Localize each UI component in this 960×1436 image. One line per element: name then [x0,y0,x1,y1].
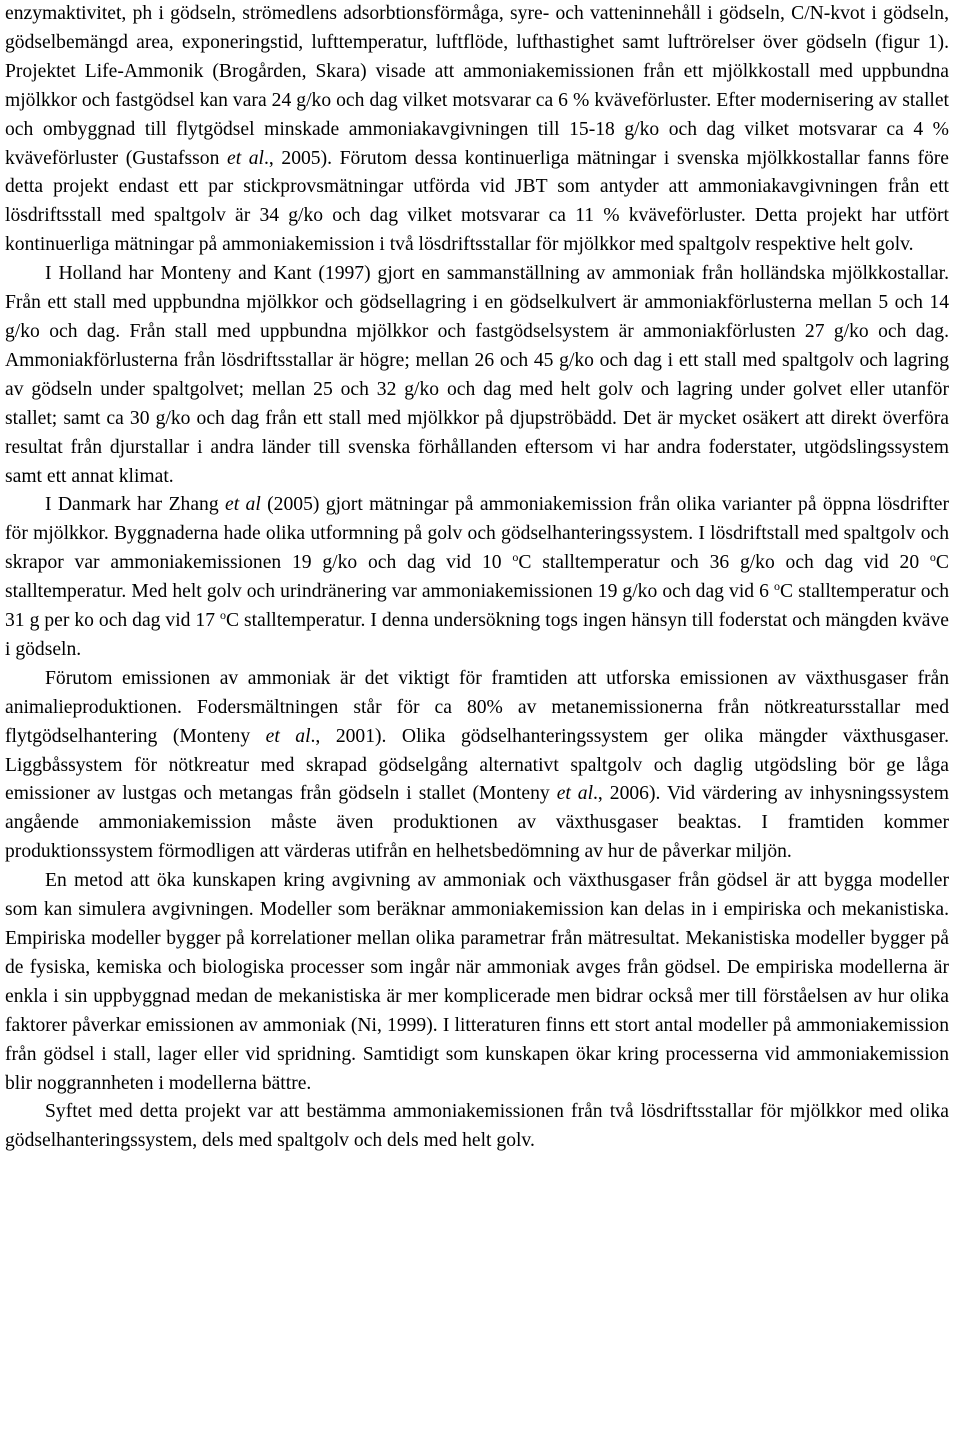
document-page [5,0,949,1156]
degree-superscript: o [512,550,519,565]
paragraph-text: enzymaktivitet, ph i gödseln, strömedlens adsorbtionsförmåga, syre- och vatteninnehåll i gödseln, C/N-kvot i gödseln, gödselbemängd area, exponeringstid, lufttemperatur, luftflöde, lufthastighet samt luftrörelser över gödseln (figur 1). Projektet Life-Ammonik (Brogården, Skara) visade att ammoniakemissionen från ett mjölkkostall med uppbundna mjölkkor och fastgödsel kan vara 24 g/ko och dag vilket motsvarar ca 6 % kväveförluster. Efter modernisering av stallet och ombyggnad till flytgödsel minskade ammoniakavgivningen till 15-18 g/ko och dag vilket motsvarar ca 4 % kväveförluster (Gustafsson [5,3,949,169]
paragraph-text: En metod att öka kunskapen kring avgivning av ammoniak och växthusgaser från gödsel är att bygga modeller som kan simulera avgivningen. Modeller som beräknar ammoniakemission kan delas in i empiriska och mekanistiska. Empiriska modeller bygger på korrelationer mellan olika parametrar från mätresultat. Mekanistiska modeller bygger på de fysiska, kemiska och biologiska processer som ingår när ammoniak avges från gödsel. De empiriska modellerna är enkla i sin uppbyggnad medan de mekanistiska är mer komplicerade men bidrar också mer till förståelsen av hur olika faktorer påverkar emissionen av ammoniak (Ni, 1999). I litteraturen finns ett stort antal modeller på ammoniakemission från gödsel i stall, lager eller vid spridning. Samtidigt som kunskapen ökar kring processerna vid ammoniakemission blir noggrannheten i modellerna bättre. [5,870,949,1094]
paragraph-text: ., 2005). Förutom dessa kontinuerliga mätningar i svenska mjölkkostallar fanns före detta projekt endast ett par stickprovsmätningar utförda vid JBT som antyder att ammoniakavgivningen från ett lösdriftsstall med spaltgolv är 34 g/ko och dag vilket motsvarar ca 11 % kväveförluster. Detta projekt har utfört kontinuerliga mätningar på ammoniakemission i två lösdriftsstallar för mjölkkor med spaltgolv respektive helt golv. [5,147,949,256]
paragraph-models [5,867,949,1098]
italic-et-al: et al [227,147,264,169]
italic-et-al: et al [556,783,594,805]
degree-superscript: o [929,550,936,565]
paragraph-text: ., 2006). Vid värdering av inhysningssystem angående ammoniakemission måste även produktionen av växthusgaser beaktas. I framtiden kommer produktionssystem förmodligen att värderas utifrån en helhetsbedömning av hur de påverkar miljön. [5,783,949,863]
degree-superscript: o [774,579,780,594]
paragraph-text: (2005) gjort mätningar på ammoniakemission från olika varianter på öppna lösdrifter för mjölkkor. Byggnaderna hade olika utformning på golv och gödselhanteringssystem. I lösdriftstall med spaltgolv och skrapor var ammoniakemissionen 19 g/ko och dag vid 10 [5,494,949,574]
paragraph-text: I Holland har Monteny and Kant (1997) gjort en sammanställning av ammoniak från holländska mjölkkostallar. Från ett stall med uppbundna mjölkkor och gödsellagring i en gödselkulvert är ammoniakförlusterna mellan 5 och 14 g/ko och dag. Från stall med uppbundna mjölkkor och fastgödselsystem är ammoniakförlusten 27 g/ko och dag. Ammoniakförlusterna från lösdriftsstallar är högre; mellan 26 och 45 g/ko och dag i ett stall med spaltgolv och lagring av gödseln under spaltgolvet; mellan 25 och 32 g/ko och dag med helt golv och lagring under golvet eller utanför stallet; samt ca 30 g/ko och dag från ett stall med mjölkkor på djupströbädd. Det är mycket osäkert att direkt överföra resultat från djurstallar i andra länder till svenska förhållanden eftersom vi har andra foderstater, utgödslingssystem samt ett annat klimat. [5,263,949,487]
italic-et-al: et al [265,725,311,747]
paragraph-text: ., 2001). Olika gödselhanteringssystem ger olika mängder växthusgaser. Liggbåssystem för nötkreatur med skrapad gödselgång alternativt spaltgolv och daglig utgödsling bör ge låga emissioner av lustgas och metangas från gödseln i stallet (Monteny [5,725,950,805]
paragraph-text: Syftet med detta projekt var att bestämma ammoniakemissionen från två lösdriftsstallar för mjölkkor med olika gödselhanteringssystem, dels med spaltgolv och dels med helt golv. [5,1101,949,1152]
paragraph-emission-factors [5,0,949,260]
paragraph-danmark [5,491,949,664]
paragraph-text: C stalltemperatur. I denna undersökning togs ingen hänsyn till foderstat och mängden kväve i gödseln. [5,610,949,660]
paragraph-text: C stalltemperatur. Med helt golv och urindränering var ammoniakemissionen 19 g/ko och dag vid 6 [5,552,949,603]
paragraph-text: Förutom emissionen av ammoniak är det viktigt för framtiden att utforska emissionen av växthusgaser från animalieproduktionen. Fodersmältningen står för ca 80% av metanemissionerna från nötkreatursstallar med flytgödselhantering (Monteny [5,667,949,747]
paragraph-text: C stalltemperatur och 36 g/ko och dag vid 20 [518,552,930,574]
paragraph-purpose [5,1098,949,1156]
paragraph-text: C stalltemperatur och 31 g per ko och dag vid 17 [5,581,949,632]
italic-et-al: et al [225,494,261,516]
paragraph-holland [5,260,949,491]
paragraph-text: I Danmark har Zhang [45,494,226,516]
paragraph-greenhouse-gases [5,665,949,867]
degree-superscript: o [220,608,227,623]
